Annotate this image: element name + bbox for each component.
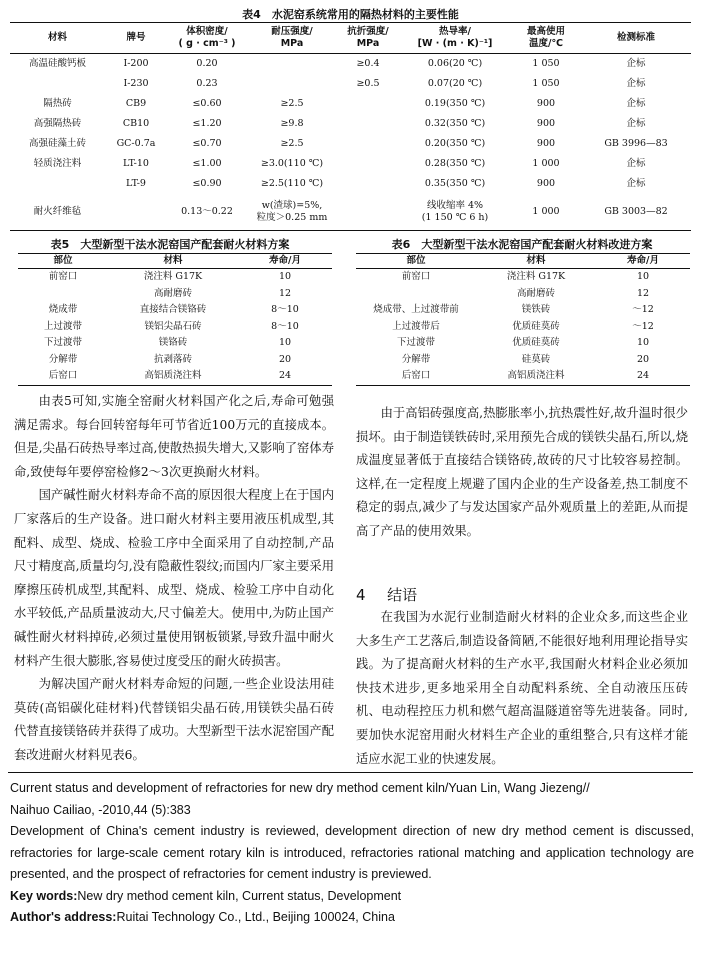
table-cell: CB10 [122, 118, 150, 130]
english-abstract-text: Development of China's cement industry is reviewed, development direction of new dry method cement is discussed, refractories for large-scale cement rotary kiln is introduced, refractories rational matching and application technology are presented, and the prospect of refractories for cement industry is previewed. [10, 824, 694, 881]
table-cell: 12 [636, 287, 650, 299]
table-header-cell: 寿命/月 [269, 255, 301, 267]
table-cell: LT-9 [126, 178, 146, 190]
keywords-line [10, 886, 694, 908]
table-cell: GB 3003—82 [604, 206, 668, 218]
table-cell: 直接结合镁铬砖 [139, 304, 207, 316]
table-cell: 0.32(350 ℃) [424, 118, 486, 130]
address-label: Author's address: [10, 910, 117, 924]
table-cell: 浇注料 G17K [143, 271, 203, 283]
left-column-text [14, 390, 334, 768]
table-cell: 0.07(20 ℃) [427, 78, 483, 90]
table-cell: 10 [278, 337, 292, 349]
table-row [10, 74, 691, 94]
section-number: 4 [356, 586, 366, 604]
table-cell: ≥9.8 [280, 118, 304, 130]
table-cell: ≥2.5 [280, 138, 304, 150]
conclusion-paragraph: 在我国为水泥行业制造耐火材料的企业众多,而这些企业大多生产工艺落后,制造设备简陋,不能很好地利用理论指导实践。为了提高耐火材料的生产水平,我国耐火材料企业必须加快技术进步,更多地采用全自动配料系统、全自动液压压砖机、电动程控压力机和燃气超高温隧道窑等先进装备。同时,要加快水泥窑用耐火材料生产企业的重组整合,只有这样才能适应水泥工业的快速发展。 [356, 610, 688, 766]
table-row [10, 134, 691, 154]
table-cell: 24 [278, 370, 292, 382]
table-cell [337, 114, 399, 134]
table-cell: 企标 [626, 78, 646, 90]
table-row [18, 286, 332, 303]
table-cell: 高强隔热砖 [33, 118, 82, 130]
table-cell: ～12 [632, 304, 654, 316]
table-cell: ≤0.70 [192, 138, 222, 150]
table-cell: 0.06(20 ℃) [427, 58, 483, 70]
table-cell: 企标 [626, 98, 646, 110]
left-paragraph: 国产碱性耐火材料寿命不高的原因很大程度上在于国内厂家落后的生产设备。进口耐火材料主要用液压机成型,其配料、成型、烧成、检验工序中全面采用了自动控制,产品尺寸精度高,质量均匀,没有隐蔽性裂纹;而国内厂家主要采用摩擦压砖机成型,其配料、成型、烧成、检验工序中自动化水平较低,产品质量波动大,尺寸偏差大。使用中,为防止国产碱性耐火材料掉砖,必须过量使用钢板锁紧,导致升温中耐火材料产生很大膨胀,容易使过度受压的耐火砖损害。 [14, 488, 334, 668]
table-cell: 优质硅莫砖 [512, 320, 560, 332]
table-cell: ≥0.5 [356, 78, 380, 90]
table-cell: 高温硅酸钙板 [28, 58, 86, 70]
table-cell: 1 050 [532, 78, 560, 90]
table-header-cell: 抗折强度/ MPa [347, 26, 389, 49]
table-cell: 0.35(350 ℃) [424, 178, 486, 190]
table-cell: 前窑口 [48, 271, 78, 283]
table-cell: 下过渡带 [396, 337, 435, 349]
table-cell: 企标 [626, 158, 646, 170]
table-cell: 0.13～0.22 [181, 206, 233, 218]
table-row [10, 194, 691, 231]
table-cell: GB 3996—83 [604, 138, 668, 150]
table-cell: 优质硅莫砖 [512, 337, 560, 349]
table-row [356, 286, 690, 303]
table-cell: 企标 [626, 58, 646, 70]
table-cell [105, 194, 167, 231]
table-cell: 0.28(350 ℃) [424, 158, 486, 170]
table-cell: 企标 [626, 118, 646, 130]
table-cell: ≤0.90 [192, 178, 222, 190]
table-cell: 前窑口 [401, 271, 431, 283]
table-cell: 8～10 [271, 304, 299, 316]
table-cell: 镁铁砖 [521, 304, 551, 316]
address-value: Ruitai Technology Co., Ltd., Beijing 100024, China [116, 910, 395, 924]
divider [8, 772, 693, 773]
table-cell: 900 [536, 138, 556, 150]
table-cell: ≥3.0(110 ℃) [260, 158, 324, 170]
table-row [356, 368, 690, 385]
table-cell: 20 [636, 353, 650, 365]
table-cell: 下过渡带 [43, 337, 82, 349]
table-cell: ≥2.5(110 ℃) [260, 178, 324, 190]
table-cell: 分解带 [401, 353, 431, 365]
table-cell: w(渣球)=5%, 粒度＞0.25 mm [256, 200, 328, 223]
table-row [18, 335, 332, 352]
table-cell: I-230 [123, 78, 149, 90]
table-header-cell: 部位 [406, 255, 426, 267]
table-cell: 高铝质浇注料 [507, 370, 565, 382]
table-cell: 10 [278, 271, 292, 283]
table-cell: 0.20(350 ℃) [424, 138, 486, 150]
table-row [10, 154, 691, 174]
section-title: 结语 [387, 586, 418, 604]
table-header-cell: 检测标准 [616, 32, 655, 44]
table-cell [337, 174, 399, 194]
section-heading [356, 584, 417, 605]
table-cell: 10 [636, 337, 650, 349]
table-cell: 24 [636, 370, 650, 382]
table-cell: 高强硅藻土砖 [28, 138, 86, 150]
table-cell: ≤0.60 [192, 98, 222, 110]
table-cell: GC-0.7a [116, 138, 156, 150]
table-cell [18, 286, 108, 303]
table-cell: 1 000 [532, 158, 560, 170]
table-cell [247, 54, 337, 75]
table-cell: I-200 [123, 58, 149, 70]
right-column-text [356, 402, 688, 544]
table-cell: ≥2.5 [280, 98, 304, 110]
table-cell: 抗剥落砖 [153, 353, 192, 365]
address-line [10, 907, 694, 929]
table-cell [337, 134, 399, 154]
table-header-cell: 材料 [47, 32, 67, 44]
table-cell: 镁铬砖 [158, 337, 188, 349]
table-cell: 900 [536, 98, 556, 110]
table6-caption: 表6 大型新型干法水泥窑国产配套耐火材料改进方案 [391, 238, 653, 251]
table-cell: 高耐磨砖 [153, 287, 192, 299]
table4-caption: 表4 水泥窑系统常用的隔热材料的主要性能 [242, 8, 459, 21]
table-cell: 900 [536, 178, 556, 190]
table5 [18, 253, 332, 386]
table-cell: CB9 [125, 98, 147, 110]
table-cell: ～12 [632, 320, 654, 332]
table-cell [247, 74, 337, 94]
table-cell: 0.20 [196, 58, 218, 70]
table-cell: 8～10 [271, 320, 299, 332]
table-header-cell: 耐压强度/ MPa [271, 26, 313, 49]
table-header-cell: 材料 [163, 255, 183, 267]
table-cell: LT-10 [123, 158, 149, 170]
table-cell: 0.23 [196, 78, 218, 90]
table-header-cell: 材料 [526, 255, 546, 267]
table-cell [356, 286, 476, 303]
table-cell: 12 [278, 287, 292, 299]
table-cell: 10 [636, 271, 650, 283]
english-citation: Naihuo Cailiao, -2010,44 (5):383 [10, 802, 191, 817]
right-paragraph: 由于高铝砖强度高,热膨胀率小,抗热震性好,故升温时很少损坏。由于制造镁铁砖时,采用预先合成的镁铁尖晶石,所以,烧成温度显著低于直接结合镁铬砖,故砖的尺寸比较容易控制。这样,在一定程度上规避了国内企业的生产设备差,热工制度不稳定的弱点,减少了与发达国家产品外观质量上的差距,从而提高了产品的使用效果。 [356, 406, 688, 538]
table-header-cell: 寿命/月 [627, 255, 659, 267]
table-row [18, 352, 332, 369]
table-header-cell: 热导率/ [W · (m · K)⁻¹] [417, 26, 493, 49]
table-header-cell: 牌号 [126, 32, 146, 44]
table-cell [337, 194, 399, 231]
table-cell: 后窑口 [48, 370, 78, 382]
table-cell: 上过渡带 [43, 320, 82, 332]
keywords-value: New dry method cement kiln, Current status, Development [77, 888, 402, 903]
table-cell: 线收缩率 4% (1 150 ℃ 6 h) [421, 200, 489, 223]
table-row [18, 302, 332, 319]
table-cell: 0.19(350 ℃) [424, 98, 486, 110]
table-cell: 烧成带 [48, 304, 78, 316]
english-abstract [10, 778, 694, 929]
english-title: Current status and development of refractories for new dry method cement kiln/Yuan Lin, Wang Jiezeng// [10, 781, 590, 795]
table4 [10, 22, 691, 231]
table-cell: 烧成带、上过渡带前 [373, 304, 459, 316]
conclusion-text [356, 606, 688, 771]
table6 [356, 253, 690, 386]
table-cell: 1 050 [532, 58, 560, 70]
table-header-cell: 体积密度/ ( g · cm⁻³ ) [178, 26, 236, 49]
table-cell: 企标 [626, 178, 646, 190]
table-header-cell: 部位 [53, 255, 73, 267]
table-cell [10, 174, 105, 194]
table-row [356, 302, 690, 319]
table-row [10, 114, 691, 134]
table-cell: 硅莫砖 [521, 353, 551, 365]
table-row [356, 352, 690, 369]
left-paragraph: 由表5可知,实施全窑耐火材料国产化之后,寿命可勉强满足需求。每台回转窑每年可节省近100万元的直接成本。但是,尖晶石砖热导率过高,使散热损失增大,又影响了窑体寿命,致使每年要停窑检修2～3次更换耐火材料。 [14, 394, 334, 479]
table-cell: 耐火纤维毡 [33, 206, 82, 218]
table-row [18, 269, 332, 286]
left-paragraph: 为解决国产耐火材料寿命短的问题,一些企业设法用硅莫砖(高铝碳化硅材料)代替镁铝尖晶石砖,用镁铁尖晶石砖代替直接镁铬砖并获得了成功。大型新型干法水泥窑国产配套改进耐火材料见表6。 [14, 677, 334, 762]
keywords-label: Key words: [10, 888, 78, 903]
table-cell: ≥0.4 [356, 58, 380, 70]
table-row [18, 368, 332, 385]
table-row [18, 319, 332, 336]
table-cell [337, 94, 399, 114]
table-cell [10, 74, 105, 94]
table-cell: 高耐磨砖 [516, 287, 555, 299]
table-cell: 浇注料 G17K [506, 271, 566, 283]
table-cell: 高铝质浇注料 [144, 370, 202, 382]
table-cell [337, 154, 399, 174]
table-cell: ≤1.00 [192, 158, 222, 170]
table-cell: 1 000 [532, 206, 560, 218]
table-cell: 隔热砖 [43, 98, 72, 110]
table-row [10, 174, 691, 194]
table-cell: 分解带 [48, 353, 78, 365]
table-row [356, 269, 690, 286]
table-row [356, 335, 690, 352]
table-row [10, 94, 691, 114]
table-header-cell: 最高使用 温度/℃ [526, 26, 565, 49]
table-cell: 后窑口 [401, 370, 431, 382]
table-cell: 900 [536, 118, 556, 130]
table-row [10, 54, 691, 75]
table5-caption: 表5 大型新型干法水泥窑国产配套耐火材料方案 [50, 238, 290, 251]
table-cell: 上过渡带后 [392, 320, 440, 332]
table-row [356, 319, 690, 336]
table-cell: 轻质浇注料 [33, 158, 82, 170]
table-cell: ≤1.20 [192, 118, 222, 130]
table-cell: 镁铝尖晶石砖 [144, 320, 202, 332]
table-cell: 20 [278, 353, 292, 365]
